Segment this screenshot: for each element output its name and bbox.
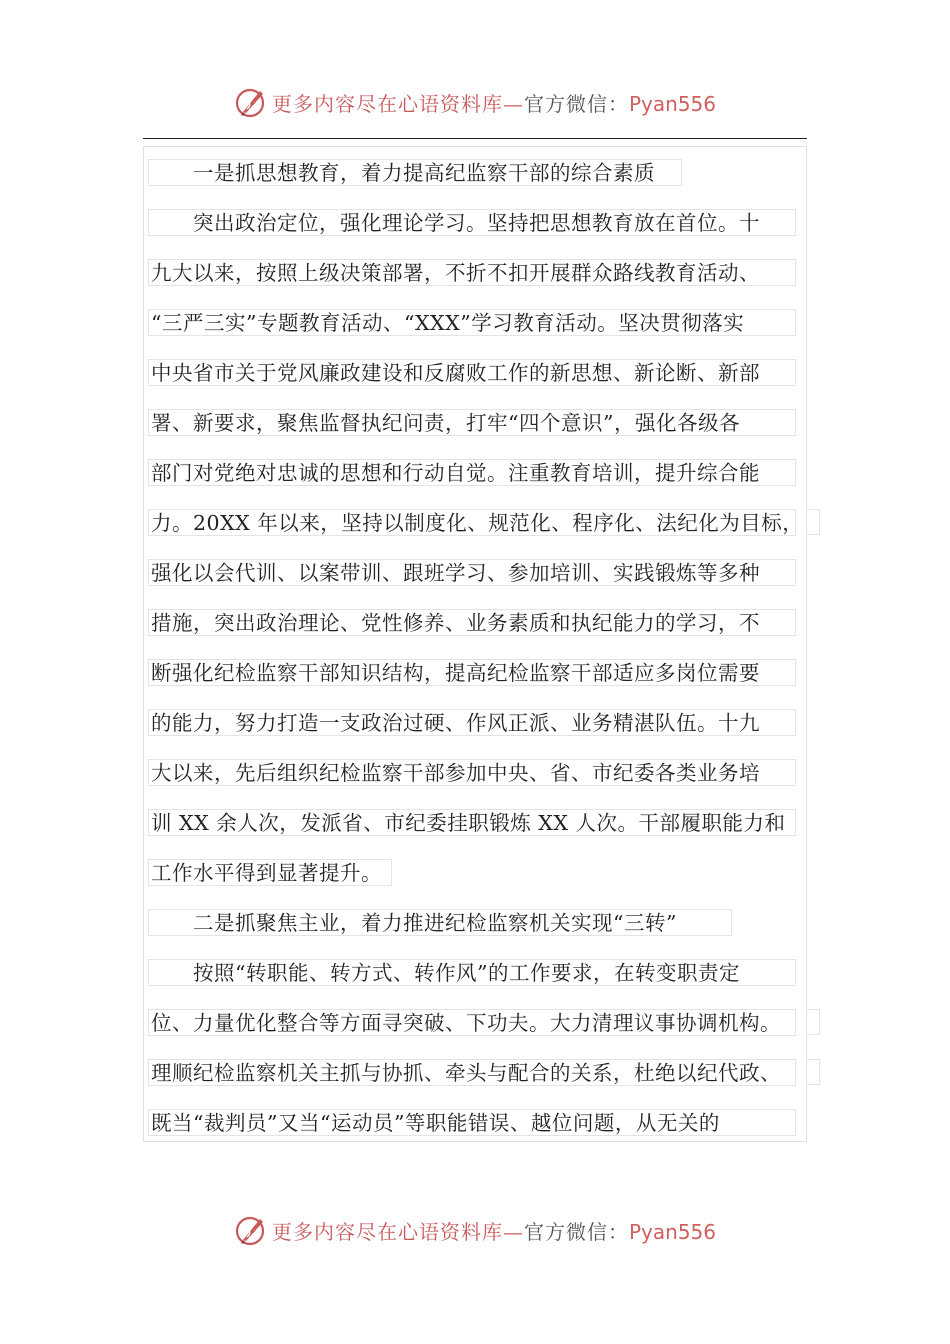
banner-text	[272, 88, 716, 117]
wechat-label: 官方微信：	[523, 1219, 629, 1244]
overflow-marker	[806, 1059, 820, 1085]
paragraph-line: 按照“转职能、转方式、转作风”的工作要求，在转变职责定	[148, 959, 796, 986]
footer-banner	[0, 1210, 950, 1250]
overflow-marker	[806, 1009, 820, 1035]
paragraph-line: 理顺纪检监察机关主抓与协抓、牵头与配合的关系，杜绝以纪代政、	[148, 1059, 796, 1086]
heading-line-2: 二是抓聚焦主业，着力推进纪检监察机关实现“三转”	[148, 909, 732, 936]
heading-line-1: 一是抓思想教育，着力提高纪监察干部的综合素质	[148, 159, 682, 186]
banner-dash: —	[502, 91, 524, 116]
paragraph-line: 部门对党绝对忠诚的思想和行动自觉。注重教育培训，提升综合能	[148, 459, 796, 486]
site-name: 更多内容尽在心语资料库	[271, 1219, 503, 1244]
paragraph-line: 署、新要求，聚焦监督执纪问责，打牢“四个意识”，强化各级各	[148, 409, 796, 436]
paragraph-line: 突出政治定位，强化理论学习。坚持把思想教育放在首位。十	[148, 209, 796, 236]
paragraph-line: “三严三实”专题教育活动、“XXX”学习教育活动。坚决贯彻落实	[148, 309, 796, 336]
quill-pen-logo-icon	[234, 1213, 268, 1247]
wechat-label: 官方微信：	[523, 91, 629, 116]
document-body	[143, 146, 807, 1142]
wechat-id: Pyan556	[628, 1219, 716, 1244]
header-banner	[0, 82, 950, 122]
paragraph-line: 工作水平得到显著提升。	[148, 859, 392, 886]
paragraph-line: 位、力量优化整合等方面寻突破、下功夫。大力清理议事协调机构。	[148, 1009, 796, 1036]
paragraph-line: 强化以会代训、以案带训、跟班学习、参加培训、实践锻炼等多种	[148, 559, 796, 586]
overflow-marker	[806, 509, 820, 535]
paragraph-line: 断强化纪检监察干部知识结构，提高纪检监察干部适应多岗位需要	[148, 659, 796, 686]
banner-text	[272, 1216, 716, 1245]
paragraph-line: 九大以来，按照上级决策部署，不折不扣开展群众路线教育活动、	[148, 259, 796, 286]
header-divider	[143, 138, 807, 139]
paragraph-line: 的能力，努力打造一支政治过硬、作风正派、业务精湛队伍。十九	[148, 709, 796, 736]
paragraph-line: 大以来，先后组织纪检监察干部参加中央、省、市纪委各类业务培	[148, 759, 796, 786]
paragraph-line: 措施，突出政治理论、党性修养、业务素质和执纪能力的学习，不	[148, 609, 796, 636]
paragraph-line: 训 XX 余人次，发派省、市纪委挂职锻炼 XX 人次。干部履职能力和	[148, 809, 796, 836]
banner-dash: —	[502, 1219, 524, 1244]
quill-pen-logo-icon	[234, 85, 268, 119]
paragraph-line: 中央省市关于党风廉政建设和反腐败工作的新思想、新论断、新部	[148, 359, 796, 386]
paragraph-line: 既当“裁判员”又当“运动员”等职能错误、越位问题，从无关的	[148, 1109, 796, 1136]
site-name: 更多内容尽在心语资料库	[271, 91, 503, 116]
wechat-id: Pyan556	[628, 91, 716, 116]
paragraph-line: 力。20XX 年以来，坚持以制度化、规范化、程序化、法纪化为目标，	[148, 509, 796, 536]
